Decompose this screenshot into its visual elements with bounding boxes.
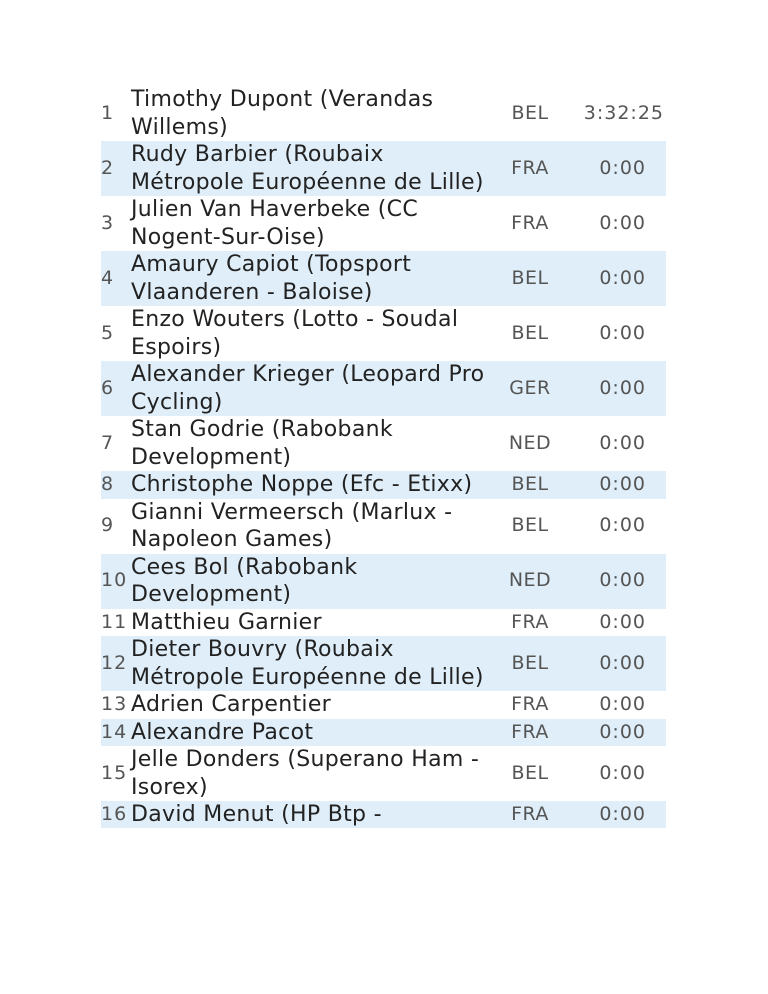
- result-row: [101, 636, 666, 691]
- rank: 1: [101, 101, 115, 124]
- result-row: [101, 306, 666, 361]
- country-code: FRA: [511, 610, 549, 633]
- finish-time: 0:00: [599, 211, 646, 234]
- rank: 4: [101, 266, 115, 289]
- result-row: [101, 801, 666, 828]
- finish-time: 0:00: [599, 473, 646, 495]
- rank: 15: [101, 761, 128, 784]
- finish-time: 0:00: [599, 321, 646, 344]
- finish-time: 0:00: [599, 720, 646, 743]
- rider-name: Julien Van Haverbeke (CC Nogent-Sur-Oise): [131, 197, 419, 250]
- rank: 12: [101, 651, 128, 674]
- country-code: FRA: [511, 156, 549, 179]
- rank: 11: [101, 610, 128, 633]
- rank: 16: [101, 802, 128, 825]
- rider-name: Amaury Capiot (Topsport Vlaanderen - Baloise): [131, 252, 412, 305]
- rider-name: Adrien Carpentier: [131, 692, 332, 717]
- result-row: [101, 746, 666, 801]
- finish-time: 0:00: [599, 761, 646, 784]
- rider-name: Enzo Wouters (Lotto - Soudal Espoirs): [131, 307, 459, 360]
- rider-name: Cees Bol (Rabobank Development): [131, 554, 358, 607]
- rider-name: David Menut (HP Btp -: [131, 801, 382, 827]
- finish-time: 0:00: [599, 266, 646, 289]
- rider-name: Alexandre Pacot: [131, 719, 314, 745]
- country-code: BEL: [511, 473, 549, 495]
- country-code: FRA: [511, 211, 549, 234]
- rider-name: Matthieu Garnier: [131, 609, 322, 635]
- result-row: [101, 416, 666, 471]
- rank: 8: [101, 473, 115, 495]
- result-row: [101, 196, 666, 251]
- finish-time: 0:00: [599, 693, 646, 715]
- finish-time: 3:32:25: [583, 101, 664, 124]
- country-code: BEL: [511, 321, 549, 344]
- finish-time: 0:00: [599, 569, 646, 592]
- result-row: [101, 141, 666, 196]
- rank: 2: [101, 156, 115, 179]
- rider-name: Alexander Krieger (Leopard Pro Cycling): [131, 362, 485, 415]
- country-code: FRA: [511, 720, 549, 743]
- country-code: BEL: [511, 651, 549, 674]
- rider-name: Christophe Noppe (Efc - Etixx): [131, 472, 473, 497]
- country-code: BEL: [511, 761, 549, 784]
- rider-name: Dieter Bouvry (Roubaix Métropole Européenne de Lille): [131, 637, 484, 690]
- result-row: [101, 609, 666, 637]
- rank: 13: [101, 693, 128, 715]
- rank: 7: [101, 431, 115, 454]
- rank: 5: [101, 321, 115, 344]
- country-code: NED: [508, 431, 552, 454]
- rider-name: Jelle Donders (Superano Ham - Isorex): [131, 747, 480, 800]
- rank: 14: [101, 720, 128, 743]
- result-row: [101, 719, 666, 747]
- country-code: FRA: [511, 802, 549, 825]
- country-code: BEL: [511, 101, 549, 124]
- country-code: NED: [508, 569, 552, 592]
- country-code: BEL: [511, 514, 549, 537]
- result-row: [101, 499, 666, 554]
- rank: 6: [101, 376, 115, 399]
- result-row: [101, 554, 666, 609]
- rider-name: Stan Godrie (Rabobank Development): [131, 417, 393, 470]
- results-table: [101, 86, 666, 828]
- finish-time: 0:00: [599, 376, 646, 399]
- rank: 9: [101, 514, 115, 537]
- country-code: BEL: [511, 266, 549, 289]
- rank: 10: [101, 569, 128, 592]
- result-row: [101, 471, 666, 499]
- result-row: [101, 251, 666, 306]
- result-row: [101, 691, 666, 719]
- finish-time: 0:00: [599, 802, 646, 825]
- finish-time: 0:00: [599, 514, 646, 537]
- finish-time: 0:00: [599, 431, 646, 454]
- result-row: [101, 86, 666, 141]
- finish-time: 0:00: [599, 610, 646, 633]
- rider-name: Gianni Vermeersch (Marlux - Napoleon Games): [131, 499, 453, 552]
- rider-name: Rudy Barbier (Roubaix Métropole Européenne de Lille): [131, 142, 484, 195]
- rank: 3: [101, 211, 115, 234]
- finish-time: 0:00: [599, 156, 646, 179]
- country-code: FRA: [511, 693, 549, 715]
- finish-time: 0:00: [599, 651, 646, 674]
- result-row: [101, 361, 666, 416]
- rider-name: Timothy Dupont (Verandas Willems): [131, 87, 434, 140]
- country-code: GER: [509, 376, 551, 399]
